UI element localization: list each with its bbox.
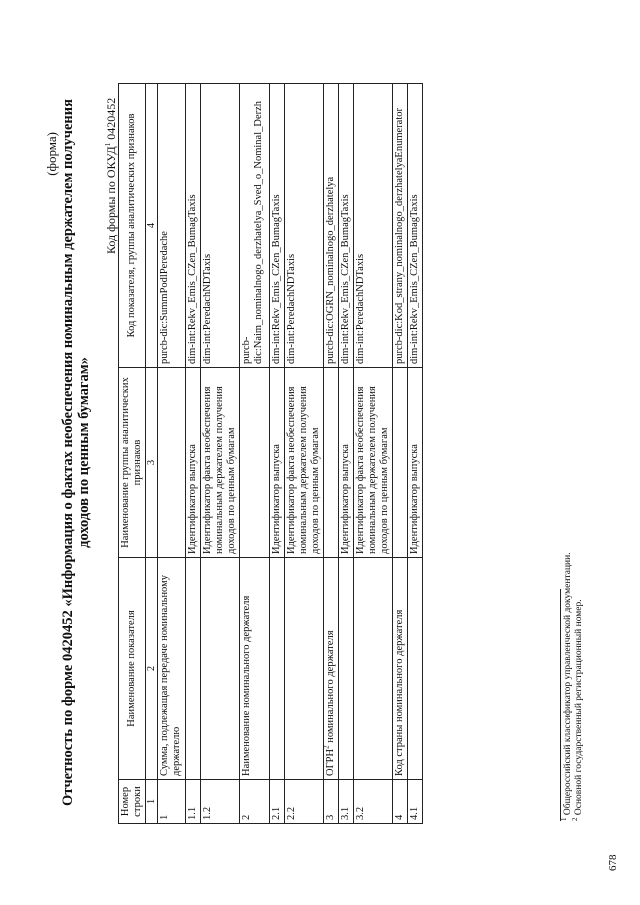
table-row <box>354 84 393 824</box>
table-row <box>201 84 240 824</box>
indicator-name <box>354 558 393 780</box>
table-row <box>285 84 324 824</box>
indicator-code: dim-int:PeredachNDTaxis <box>201 84 240 368</box>
row-number: 2 <box>240 780 270 824</box>
group-name: Идентификатор факта необеспечения номинальным держателем получения доходов по ценным бумагам <box>354 368 393 558</box>
table-row <box>408 84 423 824</box>
indicator-name <box>324 558 339 780</box>
group-name <box>324 368 339 558</box>
row-number: 2.1 <box>270 780 285 824</box>
row-number: 2.2 <box>285 780 324 824</box>
group-name: Идентификатор факта необеспечения номинальным держателем получения доходов по ценным бумагам <box>201 368 240 558</box>
page-number: 678 <box>607 854 619 871</box>
table-row <box>186 84 201 824</box>
okud-footnote-mark: 1 <box>104 142 112 147</box>
indicator-name <box>339 558 354 780</box>
row-number: 3 <box>324 780 339 824</box>
header-row-number: Номер строки <box>119 780 146 824</box>
group-name <box>240 368 270 558</box>
column-number: 1 <box>146 780 158 824</box>
table-row <box>393 84 408 824</box>
indicator-name: Наименование номинального держателя <box>240 558 270 780</box>
indicator-code: purcb-dic:SummPodlPeredache <box>158 84 186 368</box>
table-row <box>158 84 186 824</box>
indicator-code: purcb-dic:Naim_nominalnogo_derzhatelya_Sved_o_Nominal_Derzh <box>240 84 270 368</box>
footnote-text: Общероссийский классификатор управленческой документации. <box>563 552 573 818</box>
row-number: 1.1 <box>186 780 201 824</box>
table-row <box>270 84 285 824</box>
indicator-name <box>408 558 423 780</box>
header-group-name: Наименование группы аналитических признаков <box>119 368 146 558</box>
okud-label: Код формы по ОКУД <box>104 146 118 254</box>
group-name: Идентификатор выпуска <box>339 368 354 558</box>
indicator-name <box>285 558 324 780</box>
group-name: Идентификатор факта необеспечения номинальным держателем получения доходов по ценным бумагам <box>285 368 324 558</box>
indicator-code: dim-int:PeredachNDTaxis <box>285 84 324 368</box>
header-indicator-name: Наименование показателя <box>119 558 146 780</box>
column-numbers-row <box>146 84 158 824</box>
row-number: 1.2 <box>201 780 240 824</box>
footnote-divider <box>560 589 561 821</box>
indicator-code: dim-int:PeredachNDTaxis <box>354 84 393 368</box>
indicator-name-rest: номинального держателя <box>325 630 336 746</box>
column-number: 3 <box>146 368 158 558</box>
indicators-table <box>118 83 423 824</box>
indicator-name-text: ОГРН <box>325 748 336 776</box>
indicator-name: Сумма, подлежащая передаче номинальному держателю <box>158 558 186 780</box>
indicator-code: dim-int:Rekv_Emis_CZen_BumagTaxis <box>339 84 354 368</box>
indicator-name <box>201 558 240 780</box>
indicator-name <box>186 558 201 780</box>
row-number: 4 <box>393 780 408 824</box>
table-header-row <box>119 84 146 824</box>
group-name: Идентификатор выпуска <box>186 368 201 558</box>
okud-code: 0420452 <box>104 97 118 140</box>
row-number: 1 <box>158 780 186 824</box>
row-number: 4.1 <box>408 780 423 824</box>
form-label: (форма) <box>44 132 59 176</box>
group-name: Идентификатор выпуска <box>408 368 423 558</box>
footnote-mark: 1 <box>559 817 568 821</box>
table-row <box>240 84 270 824</box>
indicator-name <box>270 558 285 780</box>
footnotes <box>559 552 585 821</box>
indicator-code: dim-int:Rekv_Emis_CZen_BumagTaxis <box>186 84 201 368</box>
table-row <box>339 84 354 824</box>
group-name <box>158 368 186 558</box>
footnote <box>570 552 585 821</box>
indicator-code: dim-int:Rekv_Emis_CZen_BumagTaxis <box>270 84 285 368</box>
group-name <box>393 368 408 558</box>
footnote <box>559 552 574 821</box>
table-row <box>324 84 339 824</box>
okud-code-line <box>104 98 119 254</box>
column-number: 4 <box>146 84 158 368</box>
indicator-code: dim-int:Rekv_Emis_CZen_BumagTaxis <box>408 84 423 368</box>
row-number: 3.2 <box>354 780 393 824</box>
document-title: Отчетность по форме 0420452 «Информация о фактах необеспечения номинальным держателем получения доходов по ценным бумагам» <box>60 99 92 806</box>
row-number: 3.1 <box>339 780 354 824</box>
footnote-text: Основной государственный регистрационный номер. <box>574 599 584 818</box>
footnote-mark: 2 <box>570 817 579 821</box>
group-name: Идентификатор выпуска <box>270 368 285 558</box>
column-number: 2 <box>146 558 158 780</box>
indicator-code: purcb-dic:Kod_strany_nominalnogo_derzhatelyaEnumerator <box>393 84 408 368</box>
header-code: Код показателя, группы аналитических признаков <box>119 84 146 368</box>
footnote-mark: 2 <box>322 745 331 749</box>
indicator-name: Код страны номинального держателя <box>393 558 408 780</box>
indicator-code: purcb-dic:OGRN_nominalnogo_derzhatelya <box>324 84 339 368</box>
